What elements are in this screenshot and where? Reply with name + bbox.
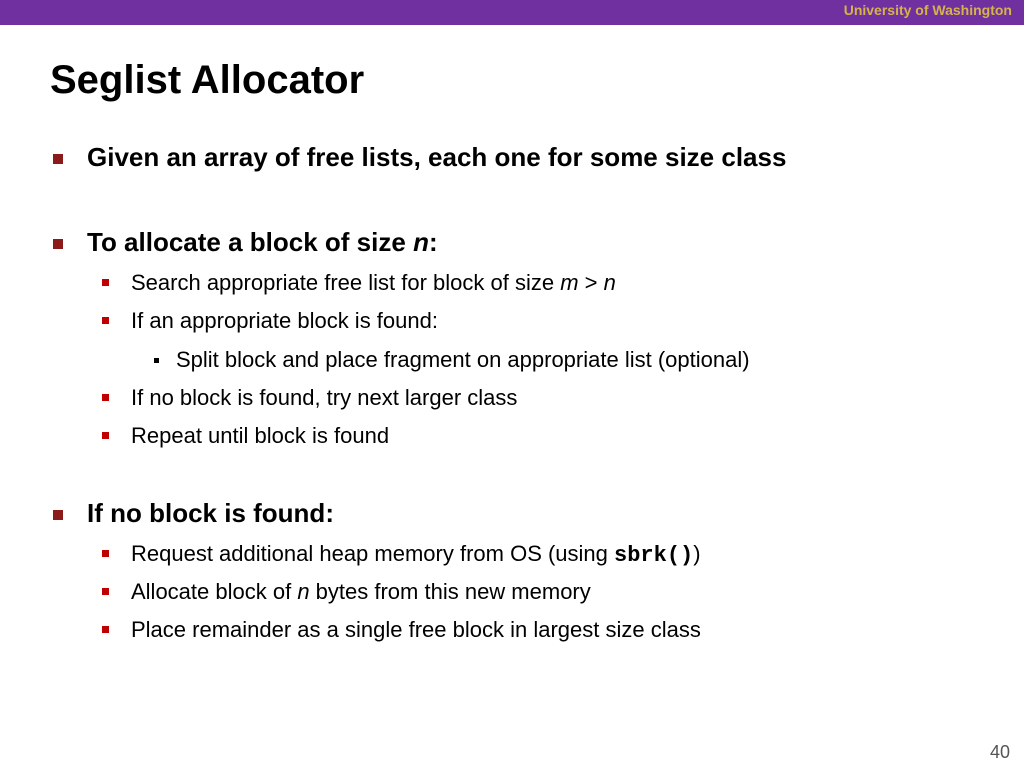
variable-m: m — [560, 270, 579, 295]
variable-n: n — [413, 227, 429, 257]
square-bullet-icon — [154, 358, 159, 363]
variable-n: n — [297, 579, 310, 604]
square-bullet-icon — [102, 317, 109, 324]
bullet-text — [131, 579, 591, 605]
bullet-text — [131, 270, 616, 296]
operator: > — [578, 270, 604, 295]
square-bullet-icon — [102, 626, 109, 633]
institution-label: University of Washington — [843, 2, 1012, 18]
square-bullet-icon — [102, 432, 109, 439]
code-sbrk: sbrk() — [614, 543, 694, 568]
text-suffix: : — [428, 227, 438, 257]
page-number: 40 — [989, 742, 1010, 762]
square-bullet-icon — [102, 550, 109, 557]
text-suffix: bytes from this new memory — [309, 579, 591, 604]
variable-n: n — [603, 270, 616, 295]
bullet-text: If an appropriate block is found: — [131, 308, 438, 333]
bullet-text: Split block and place fragment on appropriate list (optional) — [176, 347, 750, 372]
bullet-text: If no block is found, try next larger class — [131, 385, 518, 410]
square-bullet-icon — [102, 394, 109, 401]
bullet-text: Given an array of free lists, each one for some size class — [87, 142, 787, 172]
text-prefix: Search appropriate free list for block of size — [131, 270, 561, 295]
text-prefix: Allocate block of — [131, 579, 298, 604]
text-prefix: To allocate a block of size — [87, 227, 414, 257]
bullet-text: Place remainder as a single free block in largest size class — [131, 617, 701, 642]
text-suffix: ) — [693, 541, 701, 566]
slide-title: Seglist Allocator — [50, 58, 365, 102]
square-bullet-icon — [53, 239, 63, 249]
bullet-text: If no block is found: — [87, 498, 334, 528]
bullet-text: Repeat until block is found — [131, 423, 390, 448]
square-bullet-icon — [53, 154, 63, 164]
bullet-text — [87, 227, 438, 258]
bullet-text — [131, 541, 701, 568]
text-prefix: Request additional heap memory from OS (using — [131, 541, 615, 566]
square-bullet-icon — [102, 279, 109, 286]
square-bullet-icon — [102, 588, 109, 595]
square-bullet-icon — [53, 510, 63, 520]
